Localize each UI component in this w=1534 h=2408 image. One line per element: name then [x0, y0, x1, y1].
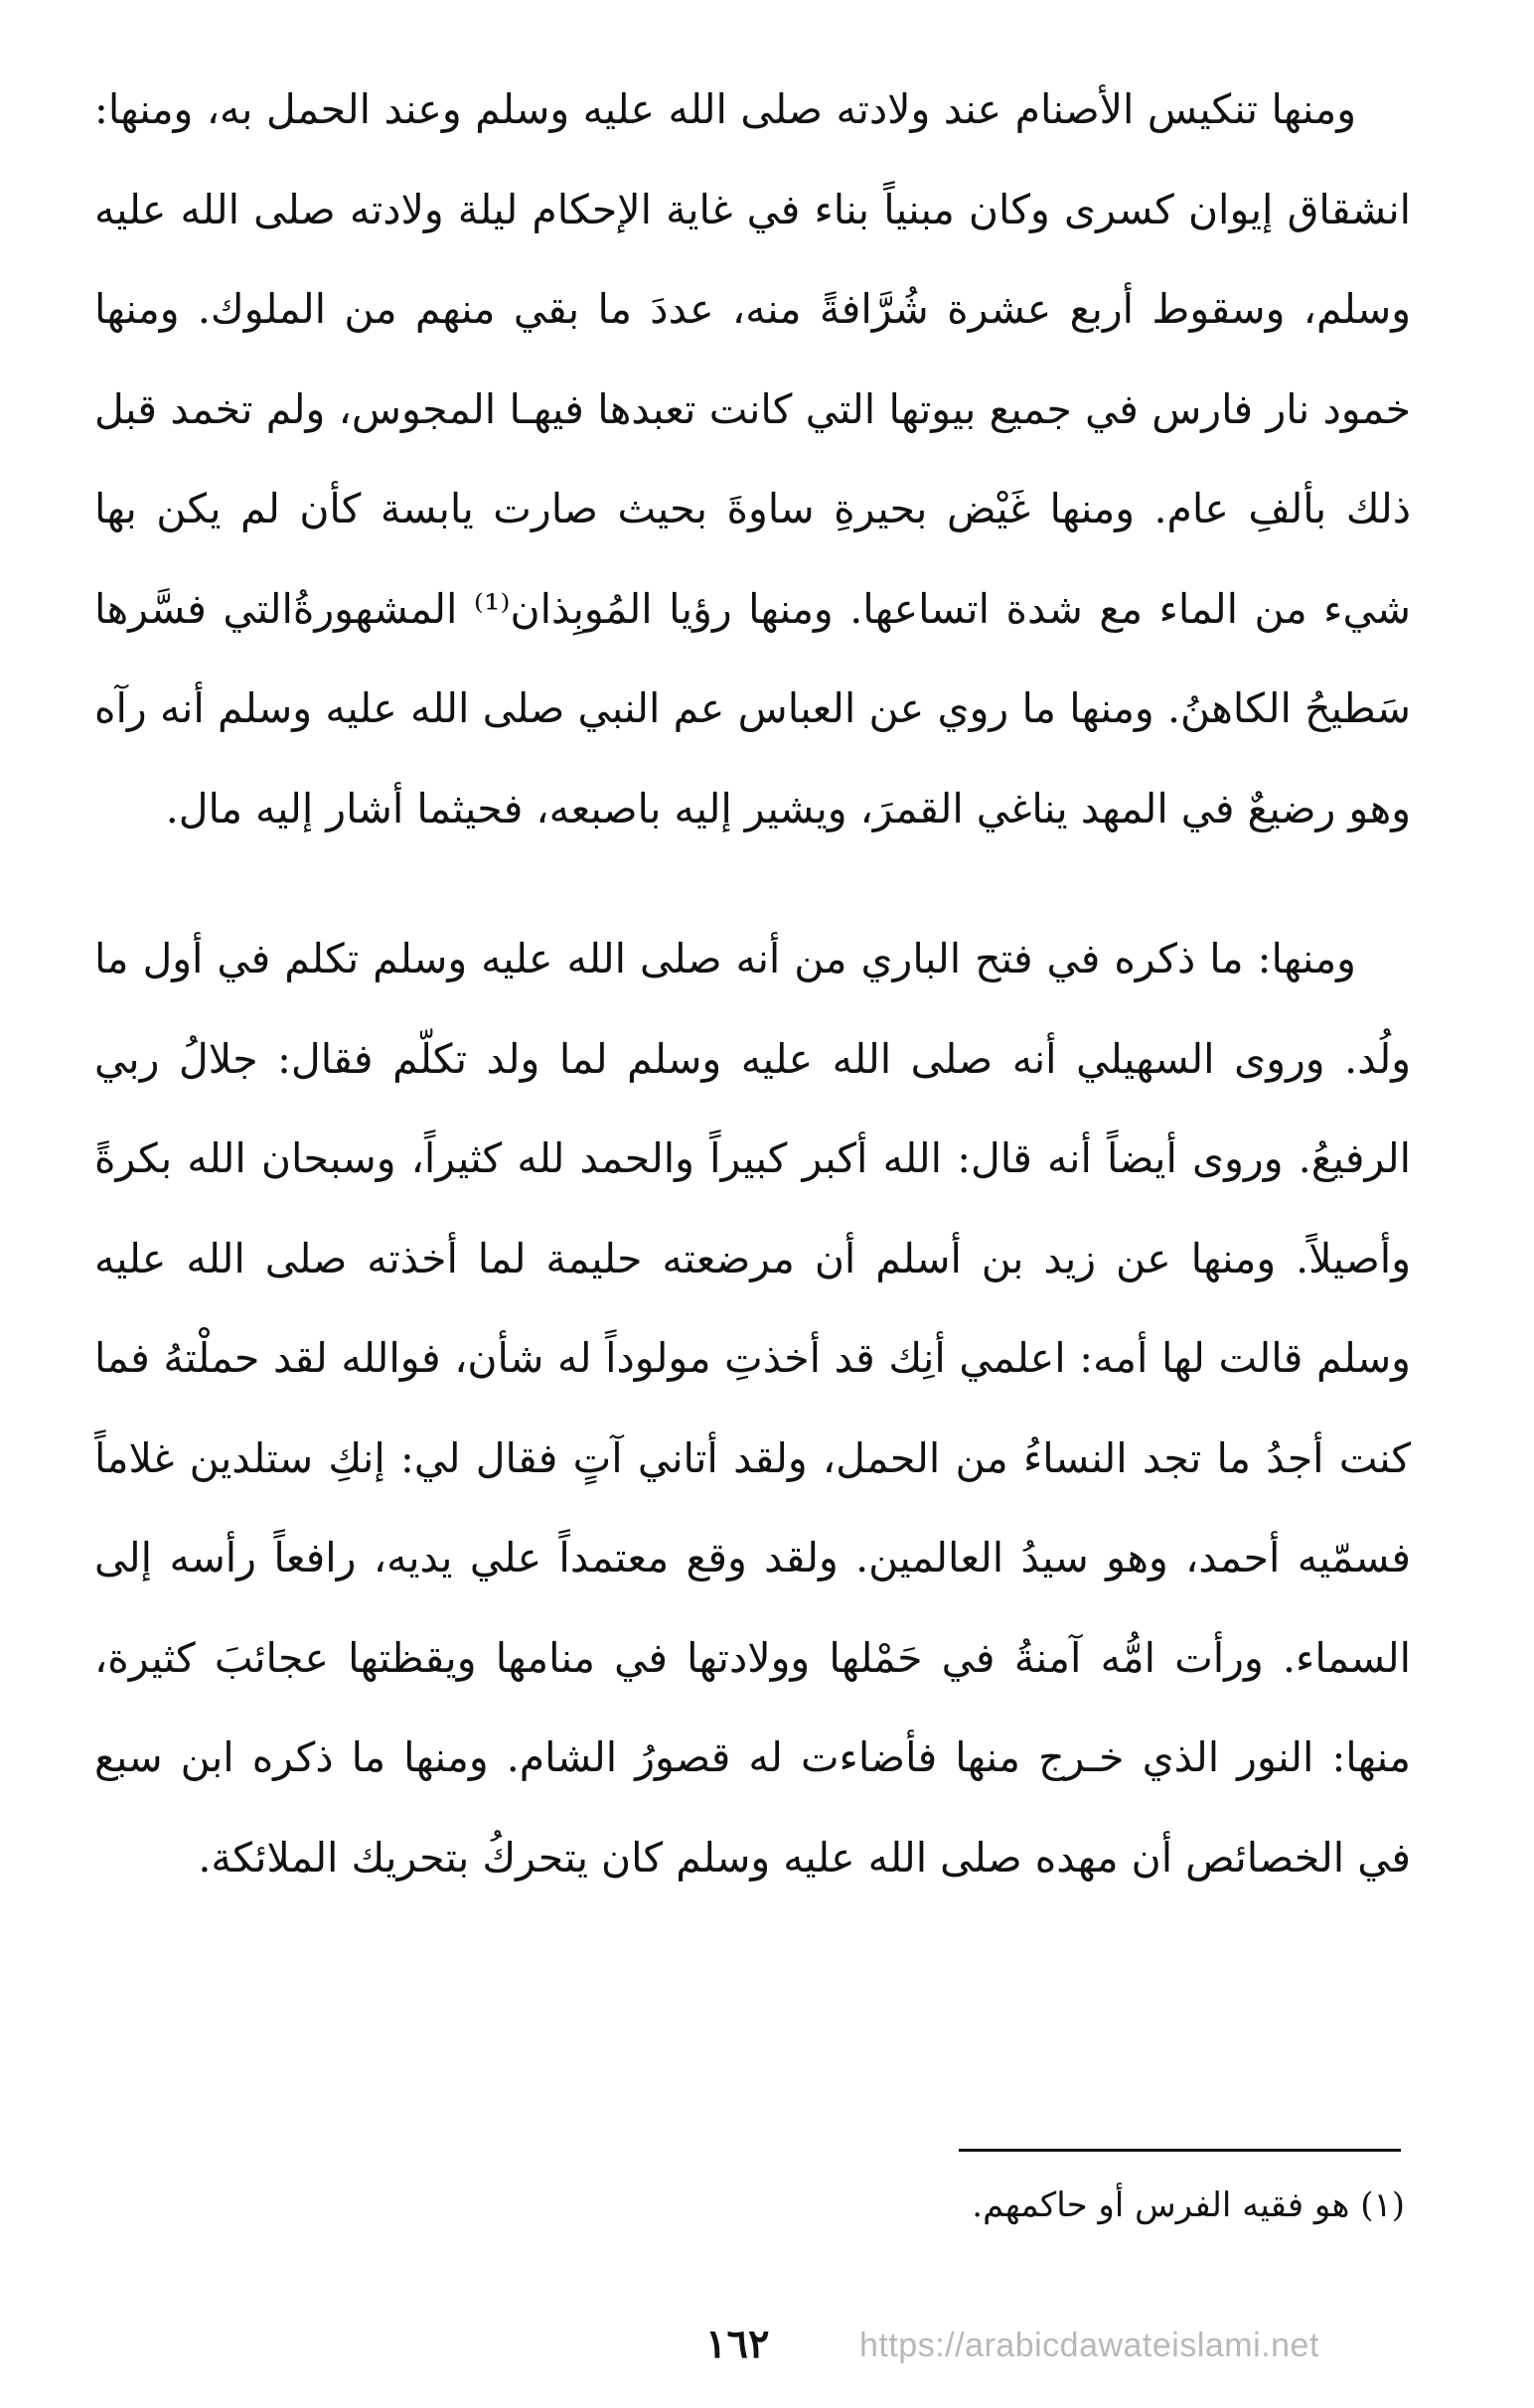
footnote: (١) هو فقيه الفرس أو حاكمهم.	[972, 2185, 1405, 2225]
watermark-url: https://arabicdawateislami.net	[859, 2327, 1319, 2364]
page-number: ١٦٢	[705, 2321, 770, 2367]
footnote-separator	[959, 2149, 1401, 2152]
page-footer	[0, 2315, 1534, 2374]
paragraph-2: ومنها: ما ذكره في فتح الباري من أنه صلى الله عليه وسلم تكلم في أول ما ولُد. وروى السهيلي أنه صلى الله عليه وسلم لما ولد تكلّم فقال: جلالُ ربي الرفيعُ. وروى أيضاً أنه قال: الله أكبر كبيراً والحمد لله كثيراً، وسبحان الله بكرةً وأصيلاً. ومنها عن زيد بن أسلم أن مرضعته حليمة لما أخذته صلى الله عليه وسلم قالت لها أمه: اعلمي أنِك قد أخذتِ مولوداً له شأن، فوالله لقد حملْتهُ فما كنت أجدُ ما تجد النساءُ من الحمل، ولقد أتاني آتٍ فقال لي: إنكِ ستلدين غلاماً فسمّيه أحمد، وهو سيدُ العالمين. ولقد وقع معتمداً علي يديه، رافعاً رأسه إلى السماء. ورأت امُّه آمنةُ في حَمْلها وولادتها في منامها ويقظتها عجائبَ كثيرة، منها: النور الذي خـرج منها فأضاءت له قصورُ الشام. ومنها ما ذكره ابن سبع في الخصائص أن مهده صلى الله عليه وسلم كان يتحركُ بتحريك الملائكة.	[94, 935, 1411, 1881]
paragraph-1: ومنها تنكيس الأصنام عند ولادته صلى الله عليه وسلم وعند الحمل به، ومنها: انشقاق إيوان كسرى وكان مبنياً بناء في غاية الإحكام ليلة ولادته صلى الله عليه وسلم، وسقوط أربع عشرة شُرَّافةً منه، عددَ ما بقي منهم من الملوك. ومنها خمود نار فارس في جميع بيوتها التي كانت تعبدها فيهـا المجوس، ولم تخمد قبل ذلك بألفِ عام. ومنها غَيْض بحيرةِ ساوةَ بحيث صارت يابسة كأن لم يكن بها شيء من الماء مع شدة اتساعها. ومنها رؤيا المُوبِذان⁽¹⁾ المشهورةُالتي فسَّرها سَطيحُ الكاهنُ. ومنها ما روي عن العباس عم النبي صلى الله عليه وسلم أنه رآه وهو رضيعٌ في المهد يناغي القمرَ، ويشير إليه باصبعه، فحيثما أشار إليه مال.	[94, 85, 1411, 832]
